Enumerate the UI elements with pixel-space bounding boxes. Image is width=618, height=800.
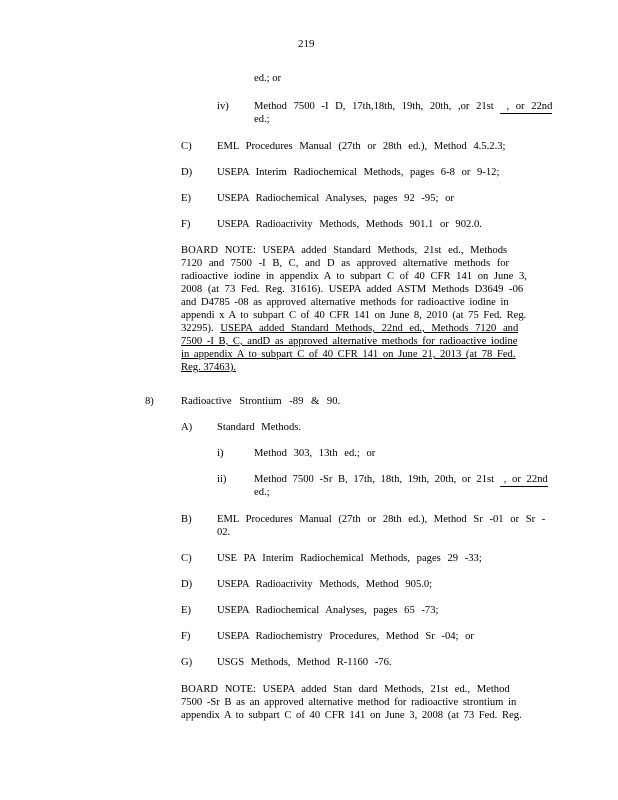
section-8-label: 8)	[145, 396, 154, 407]
note-line-mixed	[181, 322, 537, 335]
item-ii-continuation: ed.;	[254, 487, 270, 498]
item-iv-main: Method 7500 -I D, 17th,18th, 19th, 20th, ,or 21st	[254, 101, 494, 112]
item-g-label: G)	[181, 657, 193, 668]
note-line-underlined: 7500 -I B, C, andD as approved alternative methods for radioactive iodine	[181, 336, 518, 347]
item-g-text: USGS Methods, Method R-1160 -76.	[217, 657, 392, 668]
note-line: BOARD NOTE: USEPA added Standard Methods, 21st ed., Methods	[181, 245, 508, 256]
note-line-underlined: in appendix A to subpart C of 40 CFR 141 on June 21, 2013 (at 78 Fed.	[181, 349, 516, 360]
item-f-label: F)	[181, 219, 191, 230]
item-d-text: USEPA Radioactivity Methods, Method 905.0;	[217, 579, 433, 590]
note-text-plain: 32295).	[181, 323, 214, 334]
item-ii-label: ii)	[217, 474, 227, 485]
note-line: 7120 and 7500 -I B, C, and D as approved alternative methods for	[181, 258, 510, 269]
item-ii-main: Method 7500 -Sr B, 17th, 18th, 19th, 20th, or 21st	[254, 474, 495, 485]
item-f-text: USEPA Radioactivity Methods, Methods 901.1 or 902.0.	[217, 219, 482, 230]
item-a-label: A)	[181, 422, 193, 433]
item-c-text: USE PA Interim Radiochemical Methods, pages 29 -33;	[217, 553, 482, 564]
page-number: 219	[298, 38, 315, 50]
note-text-underlined: USEPA added Standard Methods, 22nd ed., Methods 7120 and	[220, 323, 519, 334]
note-line: 2008 (at 73 Fed. Reg. 31616). USEPA added ASTM Methods D3649 -06	[181, 284, 524, 295]
item-ii-text	[254, 473, 548, 487]
item-c-label: C)	[181, 553, 192, 564]
note-line: and D4785 -08 as approved alternative methods for radioactive iodine in	[181, 297, 509, 308]
item-iv-insertion: , or 22nd	[500, 101, 552, 114]
item-a-text: Standard Methods.	[217, 422, 302, 433]
note-line: 7500 -Sr B as an approved alternative method for radioactive strontium in	[181, 697, 517, 708]
item-c-text: EML Procedures Manual (27th or 28th ed.), Method 4.5.2.3;	[217, 141, 506, 152]
item-b-text: EML Procedures Manual (27th or 28th ed.), Method Sr -01 or Sr -	[217, 514, 546, 525]
board-note-iodine	[181, 244, 537, 374]
item-i-text: Method 303, 13th ed.; or	[254, 448, 376, 459]
item-e-text: USEPA Radiochemical Analyses, pages 65 -73;	[217, 605, 439, 616]
item-f-text: USEPA Radiochemistry Procedures, Method Sr -04; or	[217, 631, 474, 642]
item-e-text: USEPA Radiochemical Analyses, pages 92 -95; or	[217, 193, 454, 204]
item-i-label: i)	[217, 448, 224, 459]
note-line: appendi x A to subpart C of 40 CFR 141 on June 8, 2010 (at 75 Fed. Reg.	[181, 310, 527, 321]
item-iv-continuation: ed.;	[254, 114, 270, 125]
note-line-underlined: Reg. 37463).	[181, 362, 237, 373]
item-b-label: B)	[181, 514, 192, 525]
item-c-label: C)	[181, 141, 192, 152]
note-line: radioactive iodine in appendix A to subpart C of 40 CFR 141 on June 3,	[181, 271, 527, 282]
item-d-label: D)	[181, 167, 193, 178]
item-d-label: D)	[181, 579, 193, 590]
item-e-label: E)	[181, 605, 191, 616]
section-8-title: Radioactive Strontium -89 & 90.	[181, 396, 341, 407]
item-d-text: USEPA Interim Radiochemical Methods, pages 6-8 or 9-12;	[217, 167, 500, 178]
note-line: appendix A to subpart C of 40 CFR 141 on June 3, 2008 (at 73 Fed. Reg.	[181, 710, 522, 721]
item-f-label: F)	[181, 631, 191, 642]
item-e-label: E)	[181, 193, 191, 204]
item-iii-continuation: ed.; or	[254, 73, 282, 84]
note-line: BOARD NOTE: USEPA added Stan dard Methods, 21st ed., Method	[181, 684, 510, 695]
item-iv-label: iv)	[217, 101, 229, 112]
board-note-strontium	[181, 683, 537, 722]
item-iv-text	[254, 100, 552, 114]
item-b-continuation: 02.	[217, 527, 231, 538]
item-ii-insertion: , or 22nd	[500, 474, 548, 487]
